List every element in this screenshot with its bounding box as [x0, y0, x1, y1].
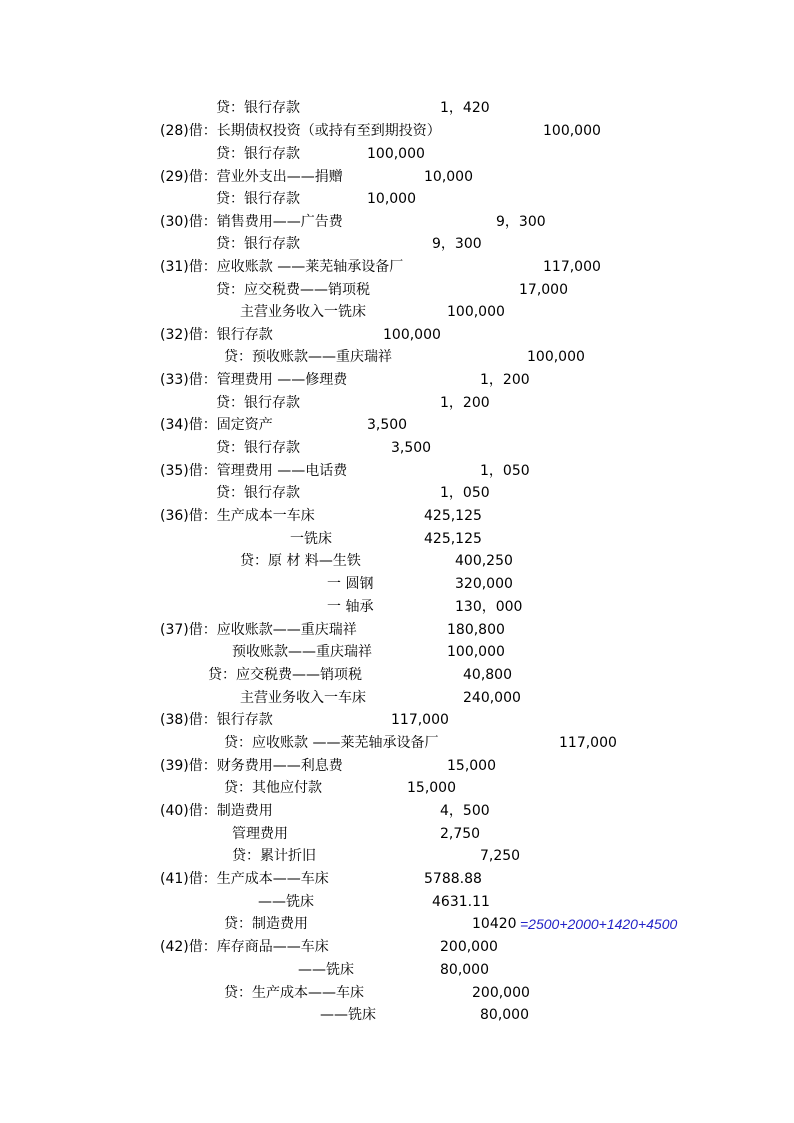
debit-amount: 1，050	[480, 463, 530, 479]
debit-entry: (41)借：生产成本——车床	[160, 871, 329, 887]
credit-amount: 80,000	[480, 1007, 529, 1023]
credit-account: 贷：预收账款——重庆瑞祥	[224, 349, 392, 365]
debit-amount: 3,500	[367, 417, 408, 433]
credit-amount: 130，000	[455, 599, 523, 615]
debit-amount: 117,000	[543, 259, 601, 275]
debit-entry: (34)借：固定资产	[160, 417, 273, 433]
credit-amount: 10,000	[367, 191, 416, 207]
debit-entry: (37)借：应收账款——重庆瑞祥	[160, 622, 357, 638]
debit-amount: 2,750	[440, 826, 481, 842]
credit-amount: 40,800	[463, 667, 512, 683]
debit-entry: (40)借：制造费用	[160, 803, 273, 819]
debit-subaccount: ——铣床	[258, 894, 314, 910]
credit-account: 贷：银行存款	[216, 236, 300, 252]
credit-amount: 320,000	[455, 576, 513, 592]
formula-note: =2500+2000+1420+4500	[520, 916, 678, 932]
debit-amount: 425,125	[424, 508, 482, 524]
credit-subaccount: 一 圆钢	[327, 576, 374, 592]
credit-amount: 1，420	[440, 100, 490, 116]
debit-entry: (29)借：营业外支出——捐赠	[160, 169, 343, 185]
debit-entry: (32)借：银行存款	[160, 327, 273, 343]
debit-entry: (31)借：应收账款 ——莱芜轴承设备厂	[160, 259, 404, 275]
credit-account: 贷：银行存款	[216, 485, 300, 501]
debit-amount: 100,000	[543, 123, 601, 139]
credit-amount: 7,250	[480, 848, 521, 864]
debit-entry: (38)借：银行存款	[160, 712, 273, 728]
credit-account: 贷：银行存款	[216, 146, 300, 162]
debit-entry: (39)借：财务费用——利息费	[160, 758, 343, 774]
debit-entry: (35)借：管理费用 ——电话费	[160, 463, 348, 479]
debit-amount: 4631.11	[432, 894, 490, 910]
debit-subaccount: ——铣床	[298, 962, 354, 978]
debit-amount: 80,000	[440, 962, 489, 978]
credit-amount: 1，200	[440, 395, 490, 411]
credit-amount: 15,000	[407, 780, 456, 796]
debit-entry: (28)借：长期债权投资（或持有至到期投资）	[160, 123, 441, 139]
debit-amount: 9，300	[496, 214, 546, 230]
credit-amount: 117,000	[559, 735, 617, 751]
credit-account: 贷：应交税费——销项税	[216, 282, 370, 298]
debit-account: 管理费用	[232, 826, 288, 842]
debit-amount: 15,000	[447, 758, 496, 774]
credit-account: 贷：应收账款 ——莱芜轴承设备厂	[224, 735, 439, 751]
credit-account: 主营业务收入一车床	[240, 690, 366, 706]
credit-amount: 100,000	[527, 349, 585, 365]
debit-subaccount: 一铣床	[290, 531, 332, 547]
credit-account: 贷：生产成本——车床	[224, 985, 364, 1001]
credit-account: 贷：原 材 料—生铁	[240, 553, 361, 569]
credit-account: 贷：银行存款	[216, 440, 300, 456]
debit-amount: 200,000	[440, 939, 498, 955]
credit-amount: 17,000	[519, 282, 568, 298]
debit-amount: 180,800	[447, 622, 505, 638]
debit-amount: 425,125	[424, 531, 482, 547]
debit-amount: 100,000	[383, 327, 441, 343]
credit-amount: 3,500	[391, 440, 432, 456]
credit-amount: 10420	[472, 916, 517, 932]
credit-subaccount: 一 轴承	[327, 599, 374, 615]
credit-account: 贷：累计折旧	[232, 848, 316, 864]
credit-account: 贷：银行存款	[216, 191, 300, 207]
credit-amount: 1，050	[440, 485, 490, 501]
credit-amount: 200,000	[472, 985, 530, 1001]
credit-account: 贷：其他应付款	[224, 780, 322, 796]
credit-account: 贷：制造费用	[224, 916, 308, 932]
credit-account: 主营业务收入一铣床	[240, 304, 366, 320]
credit-account: 贷：应交税费——销项税	[208, 667, 362, 683]
debit-entry: (42)借：库存商品——车床	[160, 939, 329, 955]
debit-amount: 10,000	[424, 169, 473, 185]
debit-entry: (36)借：生产成本一车床	[160, 508, 315, 524]
debit-account: 预收账款——重庆瑞祥	[232, 644, 372, 660]
credit-account: 贷：银行存款	[216, 100, 300, 116]
debit-amount: 5788.88	[424, 871, 482, 887]
credit-account: 贷：银行存款	[216, 395, 300, 411]
credit-amount: 240,000	[463, 690, 521, 706]
credit-amount: 400,250	[455, 553, 513, 569]
debit-amount: 117,000	[391, 712, 449, 728]
debit-entry: (33)借：管理费用 ——修理费	[160, 372, 348, 388]
debit-amount: 1，200	[480, 372, 530, 388]
debit-entry: (30)借：销售费用——广告费	[160, 214, 343, 230]
debit-amount: 100,000	[447, 644, 505, 660]
credit-amount: 9，300	[432, 236, 482, 252]
credit-subaccount: ——铣床	[320, 1007, 376, 1023]
credit-amount: 100,000	[447, 304, 505, 320]
credit-amount: 100,000	[367, 146, 425, 162]
debit-amount: 4，500	[440, 803, 490, 819]
